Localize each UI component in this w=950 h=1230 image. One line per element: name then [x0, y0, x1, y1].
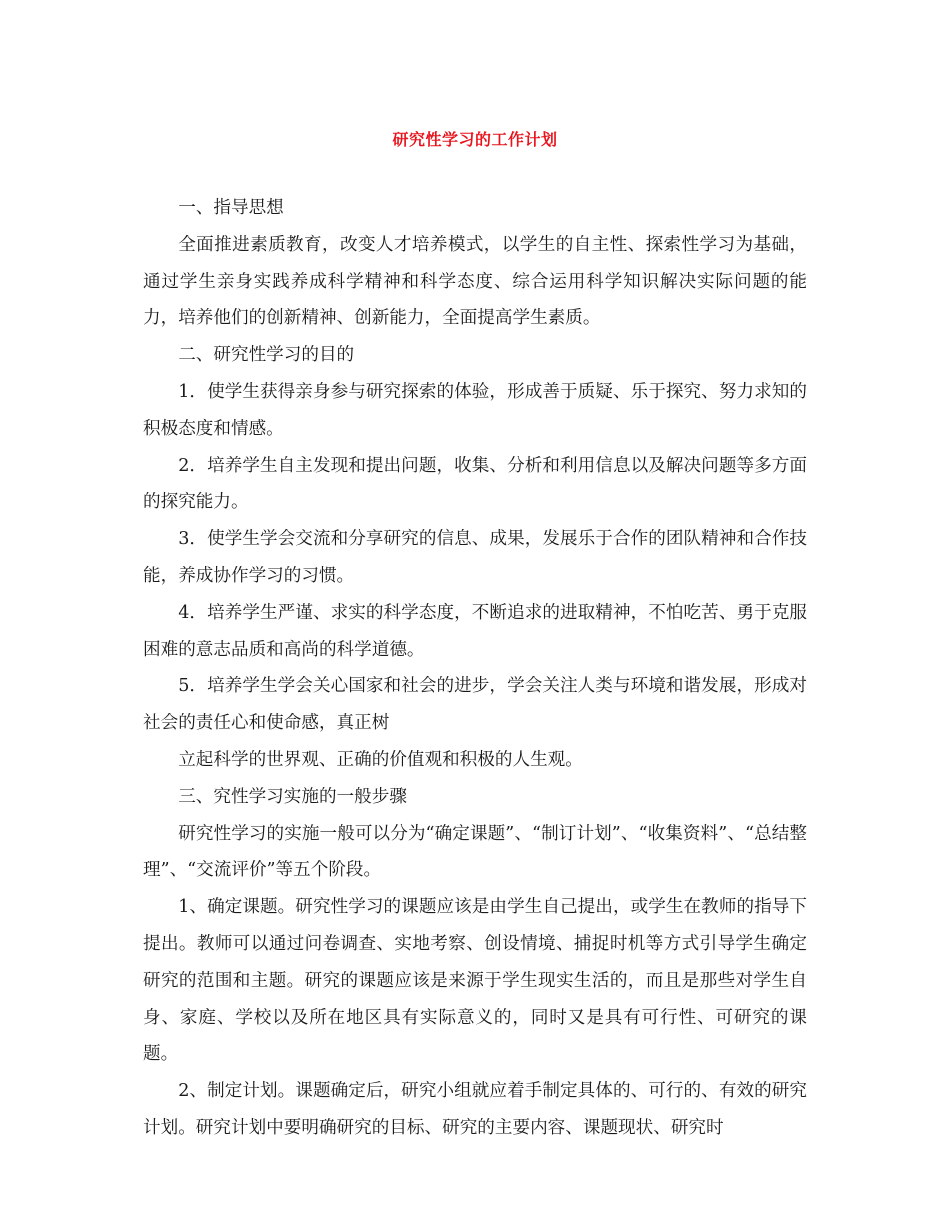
purpose-item-4: 4．培养学生严谨、求实的科学态度，不断追求的进取精神，不怕吃苦、勇于克服困难的意志品质和高尚的科学道德。 — [143, 602, 807, 660]
purpose-item-5-continued: 立起科学的世界观、正确的价值观和积极的人生观。 — [178, 749, 583, 770]
heading-implementation-steps: 三、究性学习实施的一般步骤 — [178, 786, 407, 807]
purpose-item-1: 1．使学生获得亲身参与研究探索的体验，形成善于质疑、乐于探究、努力求知的积极态度和情感。 — [143, 381, 807, 439]
heading-purpose: 二、研究性学习的目的 — [178, 345, 355, 366]
paragraph-implementation-overview: 研究性学习的实施一般可以分为“确定课题”、“制订计划”、“收集资料”、“总结整理”、“交流评价”等五个阶段。 — [143, 823, 807, 881]
paragraph-guiding-ideology: 全面推进素质教育，改变人才培养模式，以学生的自主性、探索性学习为基础，通过学生亲身实践养成科学精神和科学态度、综合运用科学知识解决实际问题的能力，培养他们的创新精神、创新能力，全面提高学生素质。 — [143, 234, 807, 329]
document-body — [143, 190, 807, 1147]
purpose-item-5: 5．培养学生学会关心国家和社会的进步，学会关注人类与环境和谐发展，形成对社会的责任心和使命感，真正树 — [143, 676, 807, 734]
purpose-item-2: 2．培养学生自主发现和提出问题，收集、分析和利用信息以及解决问题等多方面的探究能力。 — [143, 455, 807, 513]
step-1-determine-topic: 1、确定课题。研究性学习的课题应该是由学生自己提出，或学生在教师的指导下提出。教师可以通过问卷调查、实地考察、创设情境、捕捉时机等方式引导学生确定研究的范围和主题。研究的课题应该是来源于学生现实生活的，而且是那些对学生自身、家庭、学校以及所在地区具有实际意义的，同时又是具有可行性、可研究的课题。 — [143, 897, 807, 1065]
purpose-item-3: 3．使学生学会交流和分享研究的信息、成果，发展乐于合作的团队精神和合作技能，养成协作学习的习惯。 — [143, 529, 807, 586]
step-2-make-plan: 2、制定计划。课题确定后，研究小组就应着手制定具体的、可行的、有效的研究计划。研究计划中要明确研究的目标、研究的主要内容、课题现状、研究时 — [143, 1081, 807, 1138]
heading-guiding-ideology: 一、指导思想 — [178, 198, 284, 218]
document-title: 研究性学习的工作计划 — [392, 130, 558, 149]
